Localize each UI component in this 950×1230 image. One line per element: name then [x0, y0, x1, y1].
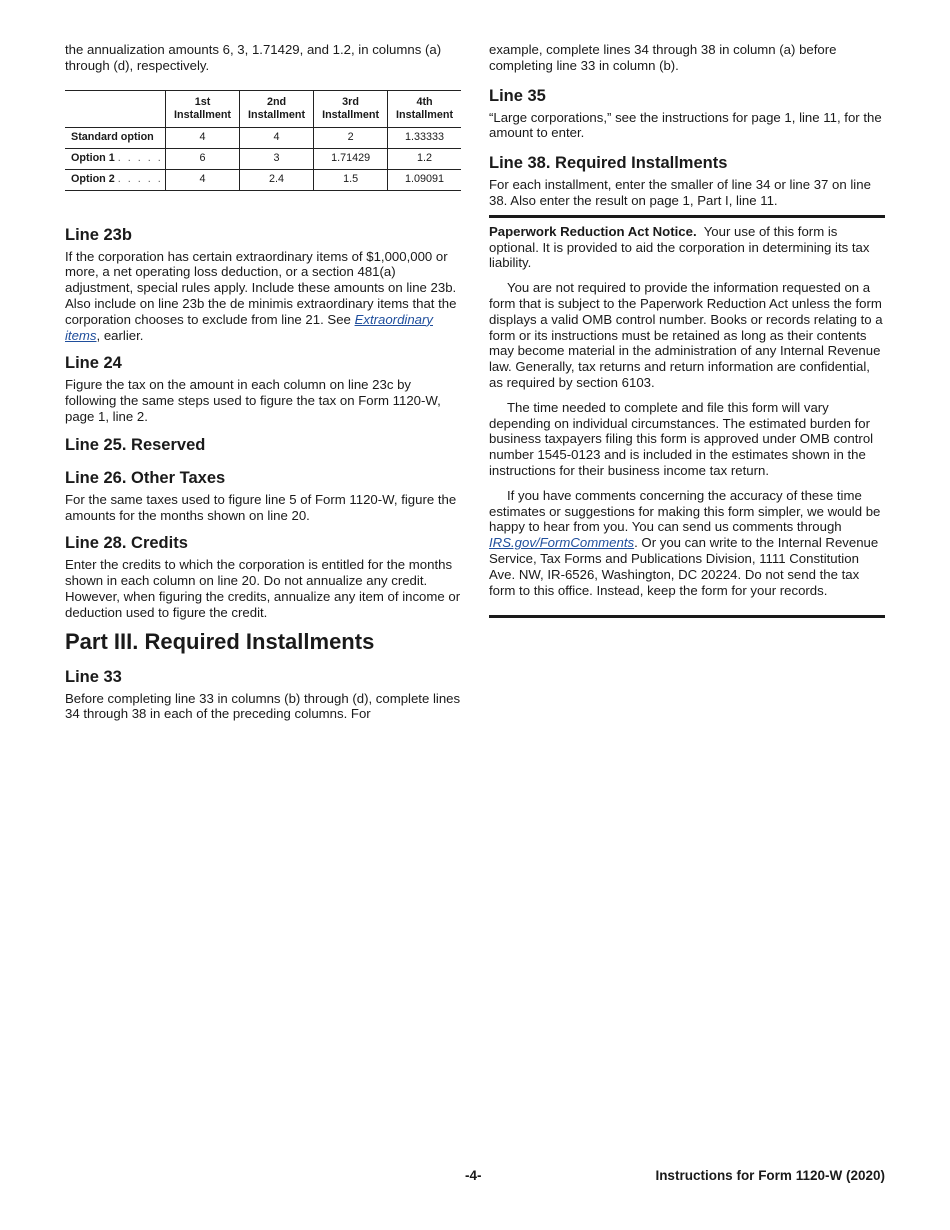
table-header-row: [65, 90, 461, 127]
line35-text: “Large corporations,” see the instructions for page 1, line 11, for the amount to enter.: [489, 109, 882, 141]
table-cell: 1.33333: [388, 127, 461, 148]
table-row: [65, 169, 461, 190]
table-cell: 3: [240, 148, 314, 169]
line38-heading: Line 38. Required Installments: [489, 154, 728, 173]
section-divider: [489, 215, 885, 218]
table-header-4th: 4th Installment: [388, 90, 461, 127]
line24-heading: Line 24: [65, 354, 122, 373]
line35-heading: Line 35: [489, 86, 546, 105]
line26-text: For the same taxes used to figure line 5 of Form 1120-W, figure the amounts for the months shown on line 20.: [65, 491, 457, 523]
table-cell: 1.2: [388, 148, 461, 169]
table-row: [65, 148, 461, 169]
row-label: Option 1 . . . . .: [65, 148, 166, 169]
table-cell: 1.71429: [314, 148, 388, 169]
row-label: Standard option: [65, 127, 166, 148]
table-header-1st: 1st Installment: [166, 90, 240, 127]
line26-heading: Line 26. Other Taxes: [65, 468, 226, 487]
table-row: [65, 127, 461, 148]
table-cell: 1.09091: [388, 169, 461, 190]
table-header-blank: [65, 90, 166, 127]
paperwork-title: Paperwork Reduction Act Notice.: [489, 223, 697, 239]
line38-text: For each installment, enter the smaller of line 34 or line 37 on line 38. Also enter the result on page 1, Part I, line 11.: [489, 177, 871, 208]
table-cell: 1.5: [314, 169, 388, 190]
paperwork-p4: If you have comments concerning the accuracy of these time estimates or suggestions for making this form simpler, we would be happy to hear from you. You can send us comments through IRS.gov/FormComments. Or you can write to the Internal Revenue Service, Tax Forms and Publications Division, 1111 Constitution Ave. NW, IR-6526, Washington, DC 20224. Do not send the tax form to this office. Instead, keep the form for your records.: [489, 487, 881, 598]
extraordinary-items-link[interactable]: Extraordinary items: [65, 311, 433, 343]
annualization-table: [65, 90, 461, 191]
table-cell: 4: [166, 127, 240, 148]
line28-heading: Line 28. Credits: [65, 534, 188, 553]
document-title: Instructions for Form 1120-W (2020): [655, 1168, 885, 1183]
paperwork-notice: Paperwork Reduction Act Notice. Your use of this form is optional. It is provided to aid the corporation in determining its tax liability.: [489, 223, 870, 271]
line23b-text: If the corporation has certain extraordinary items of $1,000,000 or more, a net operating loss deduction, or a section 481(a) adjustment, special rules apply. Include these amounts on line 23b. Also include on line 23b the de minimis extraordinary items that the corporation chooses to exclude from line 21. See Extraordinary items, earlier.: [65, 248, 457, 343]
table-header-3rd: 3rd Installment: [314, 90, 388, 127]
line24-text: Figure the tax on the amount in each column on line 23c by following the same steps used to figure the tax on Form 1120-W, page 1, line 2.: [65, 377, 441, 424]
paperwork-p3: The time needed to complete and file this form will vary depending on individual circumstances. The estimated burden for business taxpayers filing this form is approved under OMB control number 1545-0123 and is included in the estimates shown in the instructions for their business income tax return.: [489, 399, 874, 478]
page-number: -4-: [465, 1168, 482, 1183]
table-cell: 2.4: [240, 169, 314, 190]
table-cell: 2: [314, 127, 388, 148]
part3-heading: Part III. Required Installments: [65, 628, 375, 654]
left-column: [65, 42, 461, 722]
irs-formcomments-link[interactable]: IRS.gov/FormComments: [489, 535, 635, 551]
end-divider: [489, 615, 885, 618]
continued-text: example, complete lines 34 through 38 in column (a) before completing line 33 in column (b).: [489, 42, 837, 73]
table-cell: 4: [166, 169, 240, 190]
line33-heading: Line 33: [65, 667, 122, 686]
table-cell: 4: [240, 127, 314, 148]
right-column: [489, 42, 885, 618]
table-header-2nd: 2nd Installment: [240, 90, 314, 127]
line25-heading: Line 25. Reserved: [65, 435, 206, 454]
line23b-heading: Line 23b: [65, 225, 132, 244]
row-label: Option 2 . . . . .: [65, 169, 166, 190]
line33-text: Before completing line 33 in columns (b) through (d), complete lines 34 through 38 in each of the preceding columns. For: [65, 690, 461, 722]
paperwork-p2: You are not required to provide the information requested on a form that is subject to the Paperwork Reduction Act unless the form displays a valid OMB control number. Books or records relating to a form or its instructions must be retained as long as their contents may become material in the administration of any Internal Revenue law. Generally, tax returns and return information are confidential, as required by section 6103.: [489, 280, 883, 390]
intro-text: the annualization amounts 6, 3, 1.71429, and 1.2, in columns (a) through (d), respectively.: [65, 42, 442, 73]
line28-text: Enter the credits to which the corporation is entitled for the months shown in each column on line 20. Do not annualize any credit. However, when figuring the credits, annualize any item of income or deduction used to figure the credit.: [65, 557, 461, 620]
table-cell: 6: [166, 148, 240, 169]
